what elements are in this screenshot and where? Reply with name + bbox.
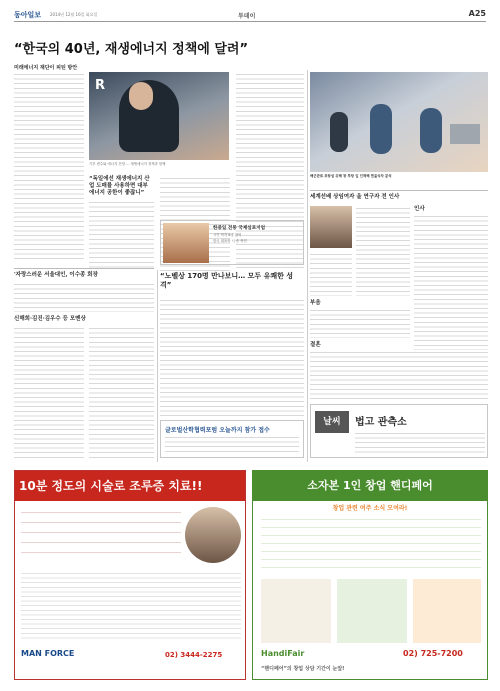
- weather-label: 날씨: [315, 411, 349, 433]
- column-divider: [307, 70, 308, 462]
- text-lines: [355, 431, 485, 455]
- ad-left-headline: 10분 정도의 시술로 조루증 치료!!: [19, 479, 203, 493]
- center-box: [160, 220, 304, 265]
- text-lines: [89, 326, 154, 461]
- divider: [14, 268, 154, 269]
- text-lines: [414, 214, 488, 364]
- right-photo-caption: 해군관료 포항섬 위해 창 투항 입 인제해 엔을식차 분석: [310, 174, 392, 178]
- person-photo: [310, 206, 352, 248]
- ad-left-brand: MAN FORCE: [21, 649, 75, 658]
- ad-left-phone: 02) 3444-2275: [165, 651, 223, 659]
- doctor-photo: [185, 507, 241, 563]
- text-lines: [14, 72, 84, 262]
- left-article-title: 신해희·김진·김우수 등 모멘상: [14, 316, 86, 322]
- text-lines: [14, 326, 84, 461]
- newspaper-logo: 동아일보: [14, 11, 42, 19]
- center-box-line: 시인·학자 6명 참여: [213, 233, 242, 237]
- ad-right-panel: [413, 579, 481, 643]
- section-title: 투데이: [238, 13, 256, 20]
- wedding-title: 결혼: [310, 342, 321, 348]
- ad-right-panel: [337, 579, 407, 643]
- right-section-title: 세계선배 상임여자 올 연구자 전 인사: [310, 194, 400, 200]
- text-lines: [310, 308, 410, 338]
- ad-right-brand: HandiFair: [261, 649, 305, 658]
- column-divider: [157, 270, 158, 462]
- text-lines: [89, 200, 154, 270]
- text-lines: [160, 298, 304, 416]
- article-subhead: “독일에선 재생에너지 산업 도매를 사용하면 대부 에너지 공한이 좋잖니”: [89, 176, 150, 196]
- ad-right-sub: 창업 관련 여주 소식 모여라!: [332, 505, 408, 512]
- event-photo-right: [310, 72, 488, 172]
- ad-right-phone: 02) 725-7200: [403, 649, 463, 658]
- weather-title: 법고 관측소: [355, 417, 407, 428]
- text-lines: [14, 282, 154, 312]
- ad-left-bullets: [21, 507, 181, 561]
- text-lines: [165, 435, 299, 455]
- ad-right[interactable]: [252, 470, 488, 680]
- ad-right-headline: 소자본 1인 창업 핸디페어: [253, 471, 487, 501]
- obituary-title: 부음: [310, 300, 321, 306]
- info-box: [160, 420, 304, 458]
- page-number: A25: [468, 9, 486, 18]
- text-lines: [21, 571, 241, 641]
- ad-right-panel: [261, 579, 331, 643]
- speaker-photo: R: [89, 72, 229, 160]
- appointments-title: 인사: [414, 206, 425, 212]
- main-headline: “한국의 40년, 재생에너지 정책에 달려”: [14, 42, 249, 57]
- center-box-title: 한중일 전통 국제심포지엄: [213, 226, 266, 231]
- text-lines: [356, 206, 410, 296]
- info-box-title: 글로벌산학협력포럼 오늘까지 참가 접수: [165, 427, 270, 434]
- divider: [310, 190, 488, 191]
- event-photo: [163, 223, 209, 263]
- weather-box: [310, 404, 488, 458]
- ad-right-footer: “핸디페어”의 창업 상담 기간이 눈앞!: [261, 666, 345, 672]
- ad-left[interactable]: [14, 470, 246, 680]
- text-lines: [310, 252, 352, 296]
- issue-date: 2014년 12월 16일 화요일: [50, 12, 98, 17]
- lead-title: 미래에너지 재단이 피틴 방안: [14, 65, 78, 71]
- left-article-title: '자랑스러운 서울대인, 이수종 회장: [14, 272, 98, 278]
- text-lines: [310, 350, 488, 400]
- photo-caption: 기후 변수와 에너지 전망 … 재생에너지 정책과 함께: [89, 162, 166, 166]
- ad-right-bullets: [261, 515, 481, 573]
- center-box-line: 한국 대표작 시·송 축전: [213, 239, 247, 243]
- bottom-center-headline: “노벨상 170명 만나보니… 모두 유쾌한 성격”: [160, 272, 294, 289]
